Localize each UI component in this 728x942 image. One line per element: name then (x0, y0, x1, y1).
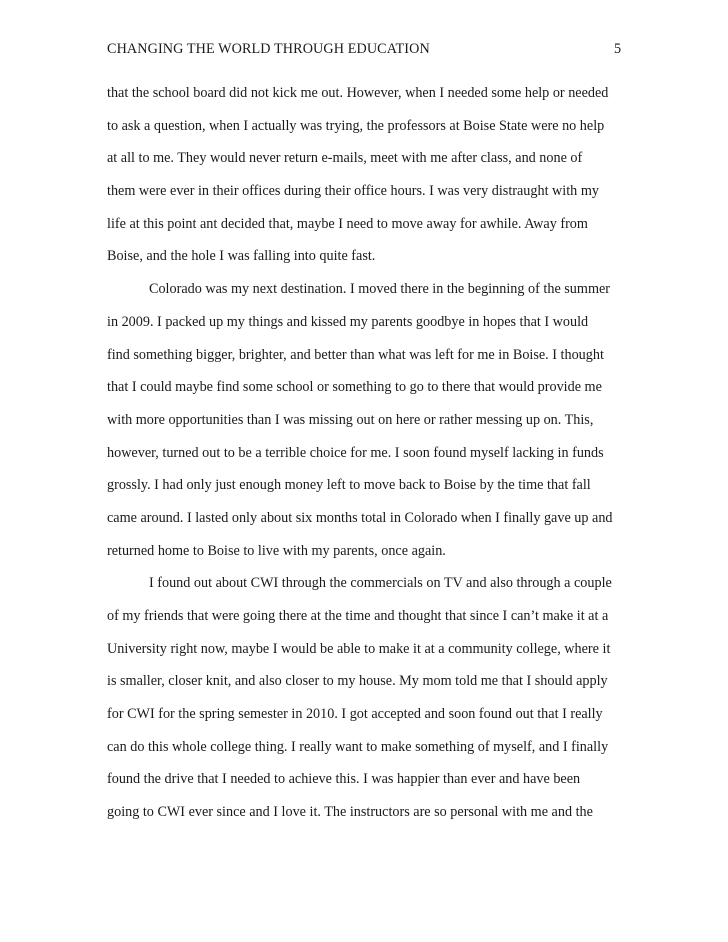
text-line: with more opportunities than I was missing out on here or rather messing up on. This, (107, 411, 594, 428)
text-line: University right now, maybe I would be able to make it at a community college, where it (107, 640, 611, 657)
text-line: them were ever in their offices during their office hours. I was very distraught with my (107, 183, 599, 200)
paragraph-first-line: Colorado was my next destination. I moved there in the beginning of the summer (149, 281, 610, 298)
paragraph-first-line: I found out about CWI through the commercials on TV and also through a couple (149, 575, 612, 592)
text-line: at all to me. They would never return e-mails, meet with me after class, and none of (107, 150, 583, 167)
text-line: that the school board did not kick me out. However, when I needed some help or needed (107, 85, 609, 101)
text-line: can do this whole college thing. I really want to make something of myself, and I finally (107, 738, 609, 755)
text-line: in 2009. I packed up my things and kissed my parents goodbye in hopes that I would (107, 313, 589, 330)
text-line: of my friends that were going there at the time and thought that since I can’t make it at a (107, 608, 609, 624)
text-line: found the drive that I needed to achieve this. I was happier than ever and have been (107, 771, 581, 788)
text-line: is smaller, closer knit, and also closer to my house. My mom told me that I should apply (107, 673, 608, 690)
running-head: CHANGING THE WORLD THROUGH EDUCATION (107, 41, 430, 57)
text-line: find something bigger, brighter, and better than what was left for me in Boise. I thought (107, 346, 604, 363)
text-line: grossly. I had only just enough money left to move back to Boise by the time that fall (107, 477, 591, 494)
text-line: however, turned out to be a terrible choice for me. I soon found myself lacking in funds (107, 444, 604, 461)
text-line: for CWI for the spring semester in 2010. I got accepted and soon found out that I really (107, 706, 603, 723)
text-line: life at this point ant decided that, maybe I need to move away for awhile. Away from (107, 215, 588, 232)
text-line: returned home to Boise to live with my parents, once again. (107, 542, 446, 559)
body-text (107, 85, 627, 837)
text-line: going to CWI ever since and I love it. The instructors are so personal with me and the (107, 804, 593, 821)
text-line: Boise, and the hole I was falling into quite fast. (107, 248, 376, 265)
text-line: to ask a question, when I actually was trying, the professors at Boise State were no help (107, 117, 605, 134)
text-line: came around. I lasted only about six months total in Colorado when I finally gave up and (107, 509, 613, 526)
page-number: 5 (614, 41, 622, 57)
text-line: that I could maybe find some school or something to go to there that would provide me (107, 379, 602, 396)
